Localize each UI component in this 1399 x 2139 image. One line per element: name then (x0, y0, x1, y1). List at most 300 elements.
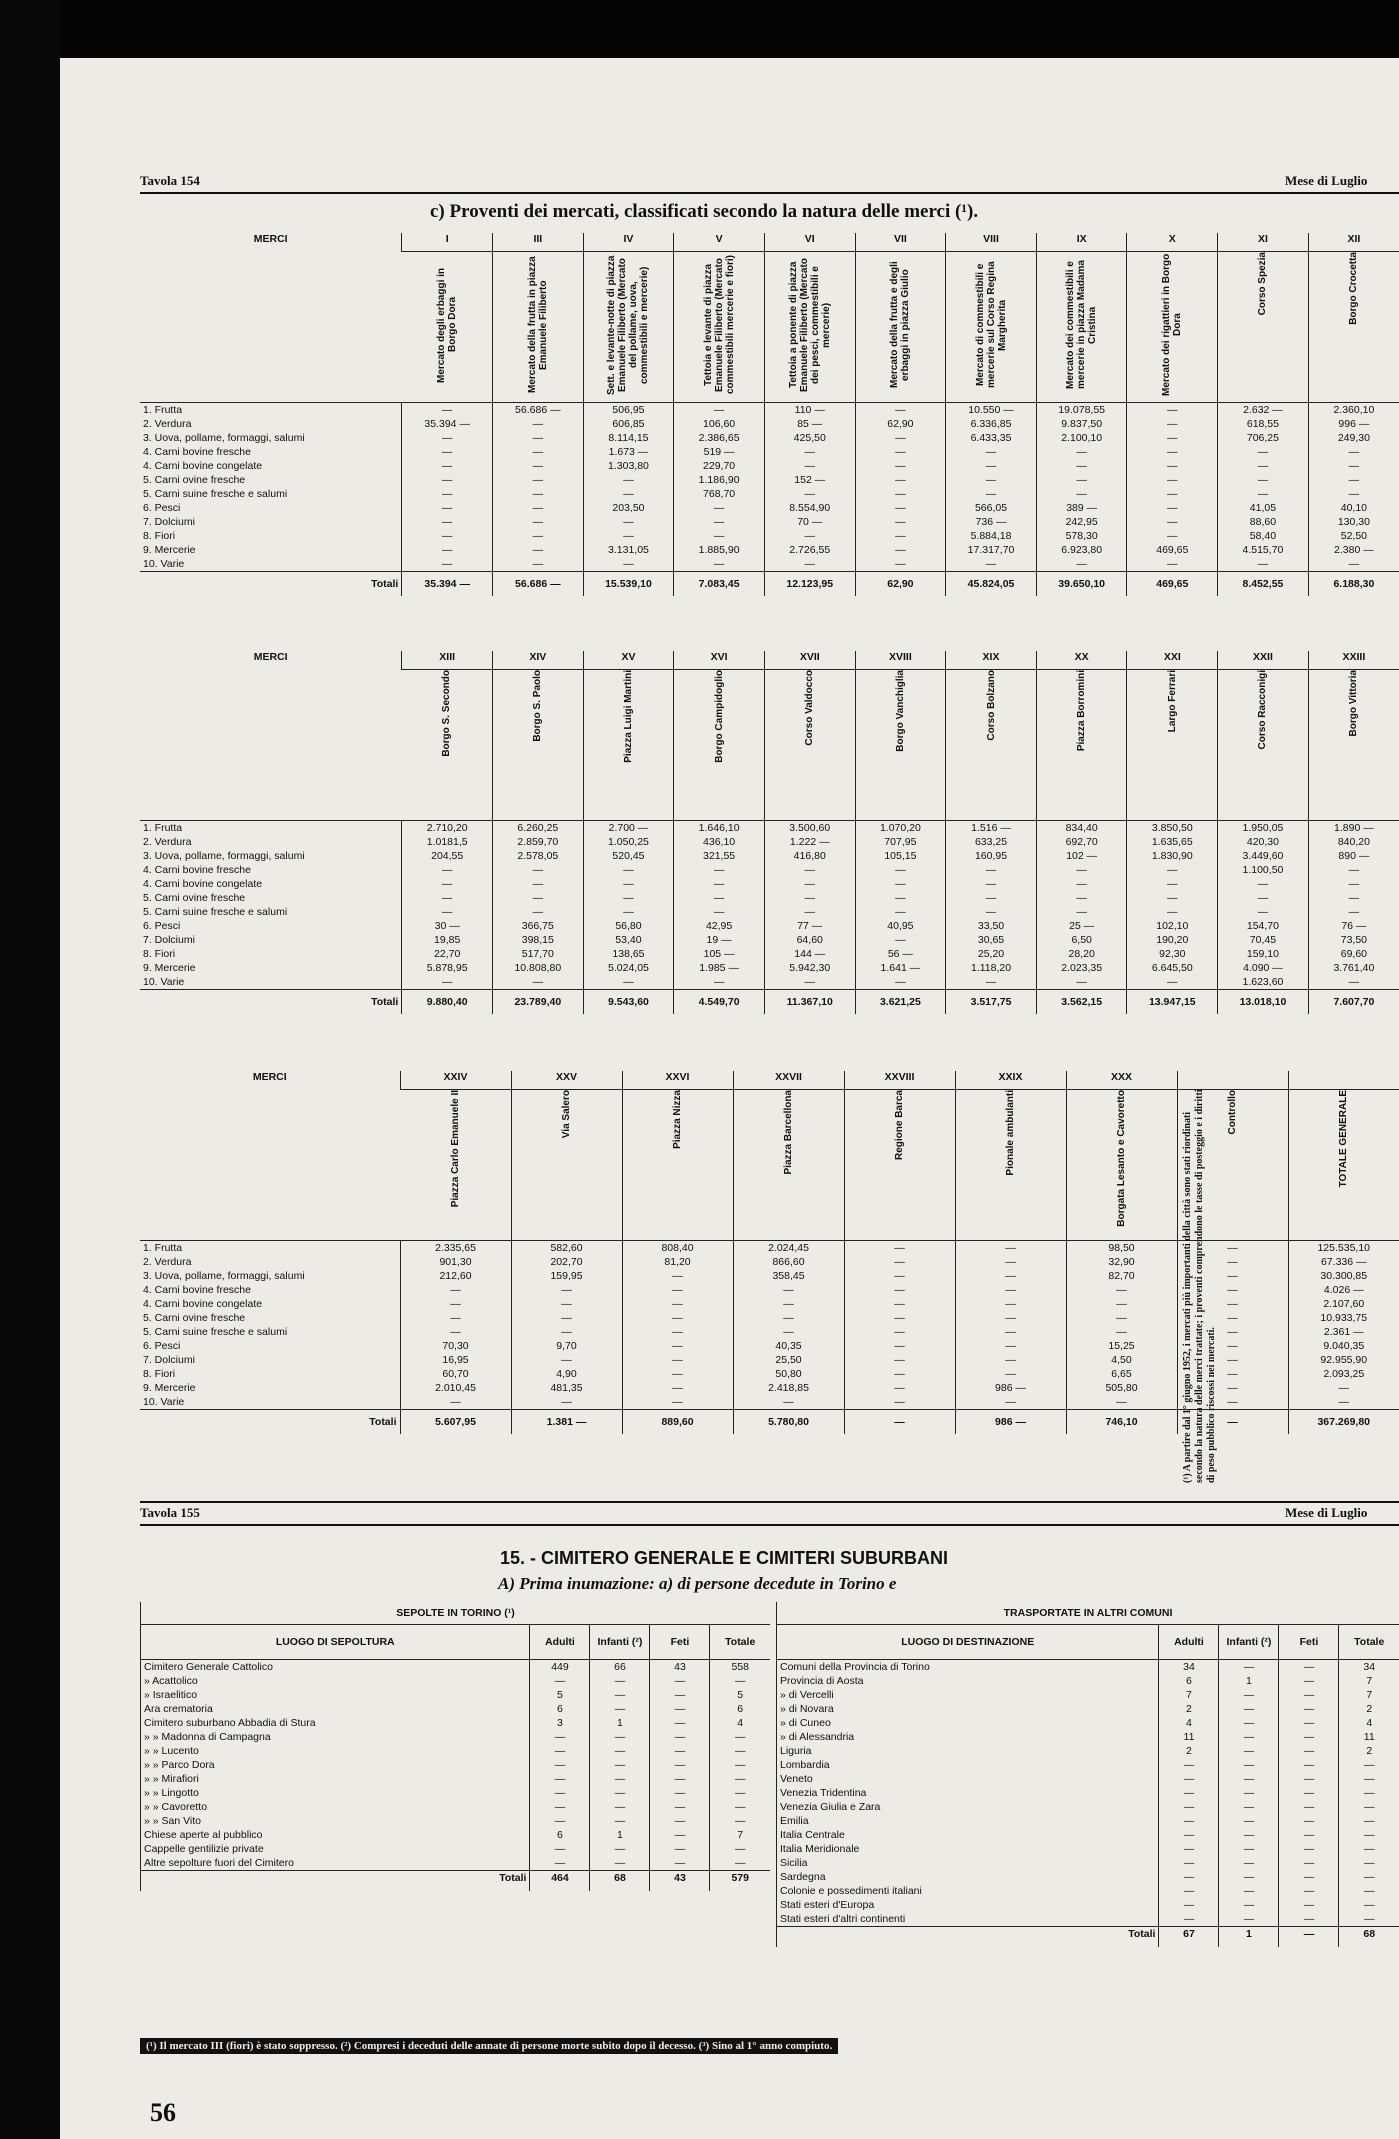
value-cell: — (1159, 1856, 1219, 1870)
value-cell: 5.884,18 (946, 529, 1037, 543)
value-cell: 481,35 (511, 1381, 622, 1395)
market-number: XXI (1127, 651, 1218, 670)
value-cell: — (1279, 1730, 1339, 1744)
row-label: 7. Dolciumi (143, 1354, 195, 1366)
value-cell: 25,20 (946, 947, 1037, 961)
table-row (141, 1674, 771, 1688)
row-label: 5. Carni suine fresche e salumi (143, 488, 288, 500)
value-cell: — (1218, 891, 1309, 905)
value-cell: — (1177, 1311, 1288, 1325)
value-cell: 901,30 (400, 1255, 511, 1269)
value-cell: — (1218, 445, 1309, 459)
value-cell: 578,30 (1036, 529, 1127, 543)
place-label: » di Alessandria (777, 1730, 1159, 1744)
value-cell: — (1036, 557, 1127, 572)
value-cell: 130,30 (1308, 515, 1399, 529)
table-row (140, 515, 1399, 529)
value-cell: — (622, 1367, 733, 1381)
row-label: 2. Verdura (143, 836, 192, 848)
value-cell: — (674, 501, 765, 515)
market-name: TOTALE GENERALE (1338, 1090, 1350, 1188)
place-label: » » Lucento (141, 1744, 530, 1758)
market-number: XX (1036, 651, 1127, 670)
value-cell: 202,70 (511, 1255, 622, 1269)
market-name: Borgata Lesanto e Cavoretto (1116, 1090, 1127, 1227)
value-cell: — (946, 891, 1037, 905)
value-cell: — (844, 1367, 955, 1381)
market-number: VIII (946, 233, 1037, 252)
value-cell: — (844, 1269, 955, 1283)
value-cell: — (493, 557, 584, 572)
value-cell: — (402, 403, 493, 418)
value-cell: 2.100,10 (1036, 431, 1127, 445)
row-label: 4. Carni bovine fresche (143, 446, 251, 458)
value-cell: 81,20 (622, 1255, 733, 1269)
value-cell: — (493, 501, 584, 515)
value-cell: 7 (1159, 1688, 1219, 1702)
value-cell: — (855, 501, 946, 515)
value-cell: — (844, 1255, 955, 1269)
value-cell: 358,45 (733, 1269, 844, 1283)
table-row (140, 403, 1399, 418)
value-cell: — (650, 1786, 710, 1800)
value-cell: — (855, 473, 946, 487)
value-cell: 840,20 (1308, 835, 1399, 849)
value-cell: — (1177, 1381, 1288, 1395)
value-cell: 6,65 (1066, 1367, 1177, 1381)
value-cell: — (710, 1674, 770, 1688)
value-cell: — (530, 1772, 590, 1786)
value-cell: — (1036, 863, 1127, 877)
value-cell: — (674, 975, 765, 990)
value-cell: — (855, 459, 946, 473)
market-number: III (493, 233, 584, 252)
place-label: Lombardia (777, 1758, 1159, 1772)
totals-row (777, 1927, 1399, 1948)
place-label: Colonie e possedimenti italiani (777, 1884, 1159, 1898)
value-cell: — (1218, 459, 1309, 473)
value-cell: — (1279, 1828, 1339, 1842)
value-cell: 110 — (764, 403, 855, 418)
value-cell: — (710, 1730, 770, 1744)
value-cell: 6.336,85 (946, 417, 1037, 431)
value-cell: — (530, 1758, 590, 1772)
value-cell: 6 (1159, 1674, 1219, 1688)
value-cell: 203,50 (583, 501, 674, 515)
value-cell: — (855, 905, 946, 919)
value-cell: — (1219, 1814, 1279, 1828)
market-number: VII (855, 233, 946, 252)
total-cell: 62,90 (855, 572, 946, 597)
row-label: 6. Pesci (143, 1340, 181, 1352)
totals-label: Totali (140, 990, 402, 1015)
value-cell: — (1308, 459, 1399, 473)
value-cell: — (650, 1730, 710, 1744)
value-cell: — (622, 1283, 733, 1297)
place-label: Emilia (777, 1814, 1159, 1828)
row-label: 3. Uova, pollame, formaggi, salumi (143, 850, 305, 862)
value-cell: — (1159, 1772, 1219, 1786)
total-cell: 56.686 — (493, 572, 584, 597)
value-cell: 69,60 (1308, 947, 1399, 961)
value-cell: — (764, 975, 855, 990)
place-label: » Israelitico (141, 1688, 530, 1702)
table-number: Tavola 154 (140, 173, 200, 188)
market-name-cell (493, 252, 584, 403)
value-cell: — (493, 445, 584, 459)
table-row (777, 1884, 1399, 1898)
value-cell: — (650, 1800, 710, 1814)
totals-label: Totali (140, 572, 402, 597)
value-cell: 2.360,10 (1308, 403, 1399, 418)
column-header: Adulti (530, 1625, 590, 1660)
value-cell: 1.623,60 (1218, 975, 1309, 990)
value-cell: 43 (650, 1660, 710, 1675)
value-cell: 40,95 (855, 919, 946, 933)
value-cell: 159,95 (511, 1269, 622, 1283)
value-cell: — (955, 1241, 1066, 1256)
value-cell: 64,60 (764, 933, 855, 947)
value-cell: 11 (1159, 1730, 1219, 1744)
value-cell: — (1127, 975, 1218, 990)
row-label: 3. Uova, pollame, formaggi, salumi (143, 432, 305, 444)
row-label: 7. Dolciumi (143, 516, 195, 528)
value-cell: 56.686 — (493, 403, 584, 418)
value-cell: 33,50 (946, 919, 1037, 933)
value-cell: — (855, 975, 946, 990)
table-row (140, 459, 1399, 473)
value-cell: — (402, 877, 493, 891)
footnotes: (¹) Il mercato III (fiori) è stato soppresso. (²) Compresi i deceduti delle annate di persone morte subito dopo il decesso. (³) Sino al 1° anno compiuto. (140, 2038, 838, 2054)
value-cell: — (1219, 1744, 1279, 1758)
value-cell: — (1339, 1842, 1399, 1856)
table-row (141, 1828, 771, 1842)
market-name-cell (511, 1090, 622, 1241)
market-name-cell (946, 252, 1037, 403)
value-cell: 1.635,65 (1127, 835, 1218, 849)
total-cell: 889,60 (622, 1410, 733, 1435)
value-cell: — (955, 1395, 1066, 1410)
value-cell: — (1177, 1297, 1288, 1311)
value-cell: — (710, 1758, 770, 1772)
table-row (140, 849, 1399, 863)
value-cell: — (1339, 1856, 1399, 1870)
table-row (140, 473, 1399, 487)
market-name-cell (764, 670, 855, 821)
value-cell: — (1218, 473, 1309, 487)
value-cell: 2.418,85 (733, 1381, 844, 1395)
value-cell: 10.933,75 (1288, 1311, 1399, 1325)
value-cell: — (402, 557, 493, 572)
value-cell: — (946, 877, 1037, 891)
value-cell: — (400, 1283, 511, 1297)
value-cell: — (1177, 1269, 1288, 1283)
table-row (140, 529, 1399, 543)
value-cell: — (1219, 1772, 1279, 1786)
row-label: 2. Verdura (143, 418, 192, 430)
table-title: c) Proventi dei mercati, classificati secondo la natura delle merci (¹). (430, 201, 979, 222)
value-cell: 506,95 (583, 403, 674, 418)
total-cell: 67 (1159, 1927, 1219, 1948)
value-cell: — (1279, 1716, 1339, 1730)
value-cell: — (1279, 1702, 1339, 1716)
value-cell: 520,45 (583, 849, 674, 863)
value-cell: 53,40 (583, 933, 674, 947)
value-cell: 42,95 (674, 919, 765, 933)
place-label: Sardegna (777, 1870, 1159, 1884)
value-cell: — (764, 459, 855, 473)
value-cell: — (493, 891, 584, 905)
market-number: IX (1036, 233, 1127, 252)
value-cell: — (493, 459, 584, 473)
column-header: Feti (1279, 1625, 1339, 1660)
total-cell: 45.824,05 (946, 572, 1037, 597)
value-cell: 606,85 (583, 417, 674, 431)
value-cell: 6 (710, 1702, 770, 1716)
value-cell: — (1308, 863, 1399, 877)
total-cell: 1 (1219, 1927, 1279, 1948)
value-cell: 30.300,85 (1288, 1269, 1399, 1283)
value-cell: 62,90 (855, 417, 946, 431)
row-label: 5. Carni ovine fresche (143, 1312, 246, 1324)
value-cell: — (955, 1283, 1066, 1297)
value-cell: — (1308, 473, 1399, 487)
value-cell: — (1308, 557, 1399, 572)
value-cell: — (855, 557, 946, 572)
market-number: XIX (946, 651, 1037, 670)
value-cell: — (530, 1730, 590, 1744)
market-name: Borgo Vittoria (1348, 670, 1360, 737)
value-cell: 19.078,55 (1036, 403, 1127, 418)
market-name: Pionale ambulanti (1005, 1090, 1016, 1176)
value-cell: — (1279, 1688, 1339, 1702)
value-cell: 229,70 (674, 459, 765, 473)
value-cell: 66 (590, 1660, 650, 1675)
value-cell: 1 (1219, 1674, 1279, 1688)
row-label: 2. Verdura (143, 1256, 192, 1268)
value-cell: 16,95 (400, 1353, 511, 1367)
market-number: VI (764, 233, 855, 252)
value-cell: 449 (530, 1660, 590, 1675)
value-cell: — (946, 557, 1037, 572)
value-cell: 4.515,70 (1218, 543, 1309, 557)
value-cell: — (583, 557, 674, 572)
value-cell: — (955, 1297, 1066, 1311)
value-cell: 321,55 (674, 849, 765, 863)
value-cell: — (1066, 1311, 1177, 1325)
table-row (140, 417, 1399, 431)
value-cell: 517,70 (493, 947, 584, 961)
market-block-1 (140, 233, 1399, 596)
value-cell: — (710, 1772, 770, 1786)
total-cell: 11.367,10 (764, 990, 855, 1015)
value-cell: 6,50 (1036, 933, 1127, 947)
totals-label: Totali (777, 1927, 1159, 1948)
row-label: 8. Fiori (143, 530, 176, 542)
value-cell: — (955, 1311, 1066, 1325)
value-cell: — (946, 863, 1037, 877)
value-cell: — (493, 515, 584, 529)
value-cell: 1.641 — (855, 961, 946, 975)
value-cell: 4 (710, 1716, 770, 1730)
value-cell: — (844, 1283, 955, 1297)
value-cell: 67.336 — (1288, 1255, 1399, 1269)
value-cell: 1 (590, 1828, 650, 1842)
totals-label: Totali (140, 1410, 400, 1435)
value-cell: — (1159, 1786, 1219, 1800)
value-cell: 1.303,80 (583, 459, 674, 473)
header-rule-2 (140, 1524, 1399, 1526)
value-cell: — (402, 487, 493, 501)
value-cell: — (530, 1814, 590, 1828)
totals-row (140, 572, 1399, 597)
market-name-cell (1127, 252, 1218, 403)
value-cell: — (764, 891, 855, 905)
total-cell: 6.188,30 (1308, 572, 1399, 597)
value-cell: — (1308, 905, 1399, 919)
value-cell: — (733, 1325, 844, 1339)
value-cell: — (1218, 877, 1309, 891)
table-row (777, 1702, 1399, 1716)
value-cell: — (590, 1772, 650, 1786)
value-cell: — (1219, 1702, 1279, 1716)
table-row (777, 1674, 1399, 1688)
column-header: Adulti (1159, 1625, 1219, 1660)
value-cell: 986 — (955, 1381, 1066, 1395)
value-cell: — (764, 487, 855, 501)
value-cell: 3.449,60 (1218, 849, 1309, 863)
value-cell: — (764, 905, 855, 919)
value-cell: — (583, 863, 674, 877)
total-cell: 23.789,40 (493, 990, 584, 1015)
value-cell: — (622, 1339, 733, 1353)
value-cell: — (855, 431, 946, 445)
table-row (141, 1842, 771, 1856)
value-cell: 1.830,90 (1127, 849, 1218, 863)
market-name-cell (493, 670, 584, 821)
column-header: Feti (650, 1625, 710, 1660)
row-label: 1. Frutta (143, 404, 183, 416)
section-rule (140, 1501, 1399, 1503)
place-label: Comuni della Provincia di Torino (777, 1660, 1159, 1675)
value-cell: — (1219, 1912, 1279, 1927)
month-label: Mese di Luglio (1285, 173, 1368, 188)
table-row (140, 821, 1399, 836)
value-cell: 152 — (764, 473, 855, 487)
value-cell: — (511, 1325, 622, 1339)
value-cell: — (1279, 1660, 1339, 1675)
value-cell: 1.070,20 (855, 821, 946, 836)
value-cell: 1 (590, 1716, 650, 1730)
table-row (141, 1702, 771, 1716)
value-cell: — (1279, 1786, 1339, 1800)
table-row (140, 905, 1399, 919)
column-header: Infanti (²) (1219, 1625, 1279, 1660)
market-number: XVII (764, 651, 855, 670)
column-header: LUOGO DI SEPOLTURA (141, 1625, 530, 1660)
table-row (140, 891, 1399, 905)
total-cell: 8.452,55 (1218, 572, 1309, 597)
market-name: Corso Racconigi (1257, 670, 1269, 750)
value-cell: — (402, 863, 493, 877)
value-cell: — (1219, 1828, 1279, 1842)
place-label: Italia Centrale (777, 1828, 1159, 1842)
value-cell: 82,70 (1066, 1269, 1177, 1283)
value-cell: — (1127, 403, 1218, 418)
table-row (777, 1716, 1399, 1730)
value-cell: — (710, 1842, 770, 1856)
value-cell: 2.380 — (1308, 543, 1399, 557)
value-cell: — (583, 905, 674, 919)
value-cell: — (1339, 1828, 1399, 1842)
value-cell: — (1219, 1884, 1279, 1898)
market-number: XXII (1218, 651, 1309, 670)
value-cell: — (402, 975, 493, 990)
market-table (140, 651, 1399, 1014)
total-cell: — (1177, 1410, 1288, 1435)
value-cell: 398,15 (493, 933, 584, 947)
value-cell: 2.710,20 (402, 821, 493, 836)
value-cell: — (855, 529, 946, 543)
value-cell: 566,05 (946, 501, 1037, 515)
value-cell: 102,10 (1127, 919, 1218, 933)
value-cell: — (1036, 891, 1127, 905)
value-cell: 125.535,10 (1288, 1241, 1399, 1256)
value-cell: 618,55 (1218, 417, 1309, 431)
value-cell: 2.023,35 (1036, 961, 1127, 975)
table-row (777, 1730, 1399, 1744)
value-cell: 25,50 (733, 1353, 844, 1367)
value-cell: — (855, 445, 946, 459)
value-cell: — (1339, 1786, 1399, 1800)
total-cell: 5.780,80 (733, 1410, 844, 1435)
value-cell: — (1127, 877, 1218, 891)
value-cell: — (1288, 1395, 1399, 1410)
value-cell: — (650, 1772, 710, 1786)
table-row (140, 835, 1399, 849)
row-label: 4. Carni bovine congelate (143, 878, 263, 890)
document-page (60, 58, 1399, 2139)
value-cell: — (622, 1297, 733, 1311)
page-number: 56 (150, 2098, 176, 2127)
value-cell: — (1308, 445, 1399, 459)
value-cell: 633,25 (946, 835, 1037, 849)
market-number: X (1127, 233, 1218, 252)
value-cell: — (1177, 1367, 1288, 1381)
month-label-2: Mese di Luglio (1285, 1505, 1368, 1520)
table-row (777, 1772, 1399, 1786)
value-cell: — (1218, 487, 1309, 501)
value-cell: 3 (530, 1716, 590, 1730)
value-cell: — (1279, 1674, 1339, 1688)
value-cell: — (710, 1800, 770, 1814)
table-row (140, 947, 1399, 961)
value-cell: — (650, 1744, 710, 1758)
value-cell: 6.923,80 (1036, 543, 1127, 557)
value-cell: 1.646,10 (674, 821, 765, 836)
value-cell: 19 — (674, 933, 765, 947)
value-cell: 138,65 (583, 947, 674, 961)
total-cell: 35.394 — (402, 572, 493, 597)
value-cell: — (583, 473, 674, 487)
place-label: Stati esteri d'altri continenti (777, 1912, 1159, 1927)
value-cell: — (1066, 1325, 1177, 1339)
totals-label: Totali (141, 1871, 530, 1892)
value-cell: 2.093,25 (1288, 1367, 1399, 1381)
value-cell: 2.107,60 (1288, 1297, 1399, 1311)
place-label: Cimitero suburbano Abbadia di Stura (141, 1716, 530, 1730)
place-label: Cimitero Generale Cattolico (141, 1660, 530, 1675)
